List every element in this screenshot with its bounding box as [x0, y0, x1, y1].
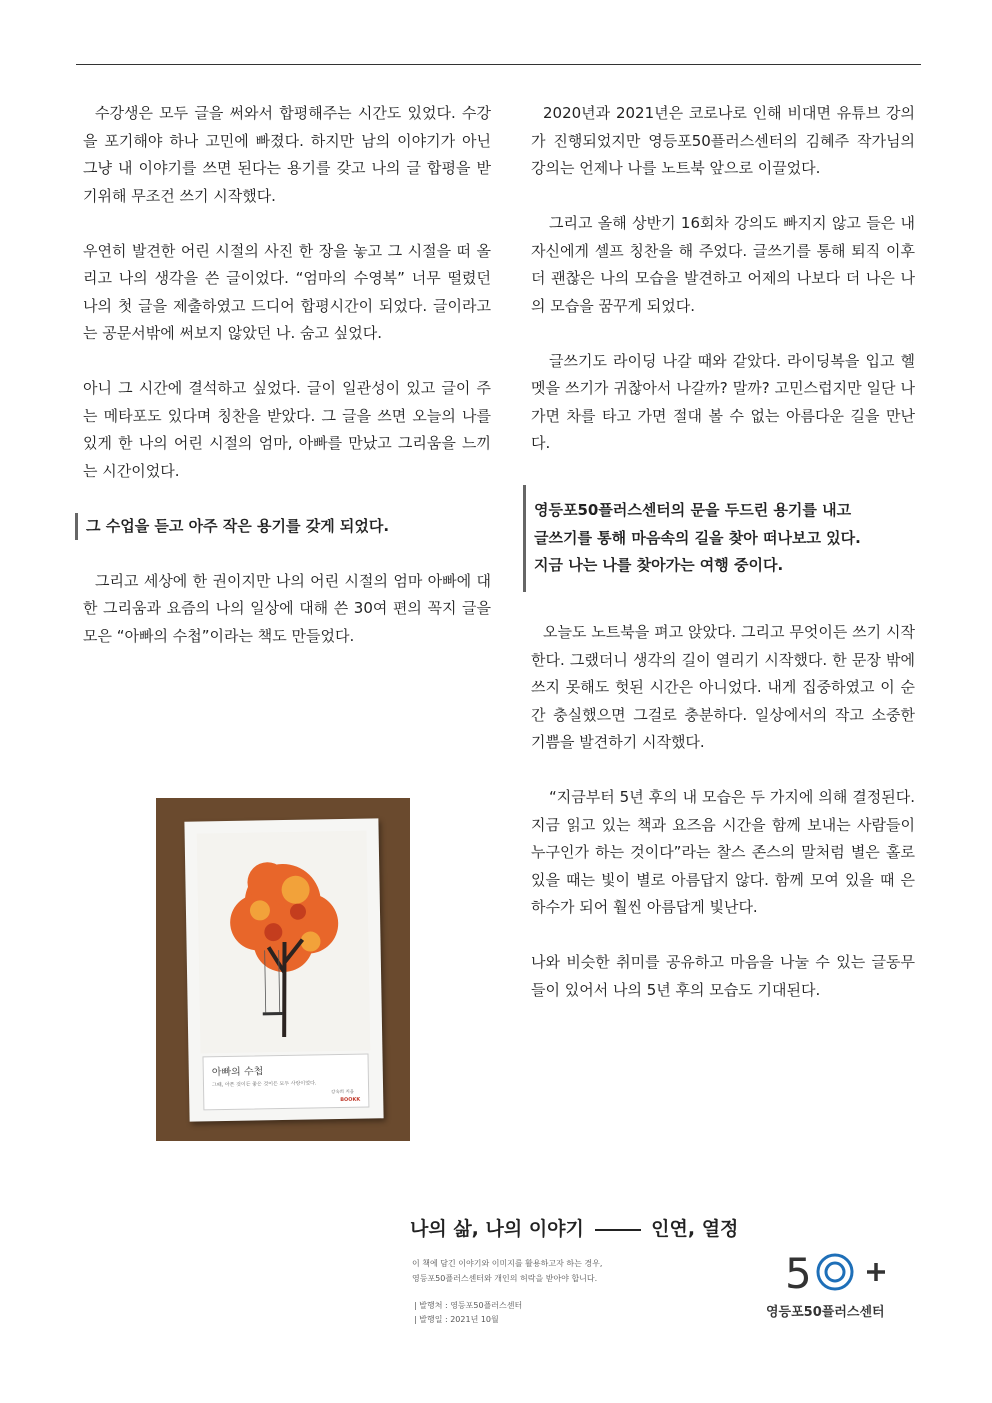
paragraph: 그리고 세상에 한 권이지만 나의 어린 시절의 엄마 아빠에 대한 그리움과 요즘의 나의 일상에 대해 쓴 30여 편의 꼭지 글을 모은 “아빠의 수첩”이라는 책도 만들었다.: [83, 571, 491, 645]
book-photo: [156, 798, 410, 1141]
book-subtitle: 그때, 아픈 것이든 좋은 것이든 모두 사랑이었다.: [211, 1080, 317, 1089]
book-cover: [184, 818, 383, 1121]
autumn-tree-illustration: [197, 831, 371, 1054]
paragraph: 2020년과 2021년은 코로나로 인해 비대면 유튜브 강의가 진행되었지만 영등포50플러스센터의 김혜주 작가님의 강의는 언제나 나를 노트북 앞으로 이끌었다.: [531, 104, 915, 177]
footer-title-left: 나의 삶, 나의 이야기: [410, 1218, 584, 1240]
book-publisher: BOOKK: [340, 1096, 361, 1104]
publish-date-line: | 발행일 : 2021년 10월: [414, 1315, 499, 1324]
copyright-line: 영등포50플러스센터와 개인의 허락을 받아야 합니다.: [412, 1274, 598, 1283]
top-divider: [76, 64, 921, 65]
footer-title-dash: [595, 1229, 641, 1231]
book-title: 아빠의 수첩: [211, 1066, 264, 1079]
book-title-panel: [202, 1054, 369, 1111]
paragraph: 오늘도 노트북을 펴고 앉았다. 그리고 무엇이든 쓰기 시작한다. 그랬더니 생각의 길이 열리기 시작했다. 한 문장 밖에 쓰지 못해도 헛된 시간은 아니었다. 내게 집중하였고 이 순간 충실했으면 그걸로 충분하다. 일상에서의 작고 소중한 기쁨을 발견하기 시작했다.: [531, 623, 915, 751]
highlight-quote: 그 수업을 듣고 아주 작은 용기를 갖게 되었다.: [75, 513, 491, 541]
logo-name: 영등포50플러스센터: [766, 1305, 885, 1320]
svg-text:5: 5: [785, 1249, 812, 1294]
paragraph: 나와 비슷한 취미를 공유하고 마음을 나눌 수 있는 글동무들이 있어서 나의 5년 후의 모습도 기대된다.: [531, 953, 915, 999]
paragraph: 수강생은 모두 글을 써와서 합평해주는 시간도 있었다. 수강을 포기해야 하나 고민에 빠졌다. 하지만 남의 이야기가 아닌 그냥 내 이야기를 쓰면 된다는 용기를 갖고 나의 글 합평을 받기위해 무조건 쓰기 시작했다.: [83, 104, 491, 205]
paragraph: 아니 그 시간에 결석하고 싶었다. 글이 일관성이 있고 글이 주는 메타포도 있다며 칭찬을 받았다. 그 글을 쓰면 오늘의 나를 있게 한 나의 어린 시절의 엄마, 아빠를 만났고 그리움을 느끼는 시간이었다.: [83, 379, 491, 480]
fifty-plus-logo-icon: [785, 1248, 889, 1294]
quote-line: 글쓰기를 통해 마음속의 길을 찾아 떠나보고 있다.: [534, 528, 861, 547]
paragraph: “지금부터 5년 후의 내 모습은 두 가지에 의해 결정된다. 지금 읽고 있는 책과 요즈음 시간을 함께 보내는 사람들이 누구인가 하는 것이다”라는 찰스 존스의 말처럼 별은 홀로 있을 때는 빛이 별로 아름답지 않다. 함께 모여 있을 때 은하수가 되어 훨씬 아름답게 빛난다.: [531, 788, 915, 916]
paragraph: 우연히 발견한 어린 시절의 사진 한 장을 놓고 그 시절을 떠 올리고 나의 생각을 쓴 글이었다. “엄마의 수영복” 너무 떨렸던 나의 첫 글을 제출하였고 드디어 합평시간이 되었다. 글이라고는 공문서밖에 써보지 않았던 나. 숨고 싶었다.: [83, 241, 491, 342]
quote-line: 영등포50플러스센터의 문을 두드린 용기를 내고: [534, 501, 852, 519]
paragraph: 그리고 올해 상반기 16회차 강의도 빠지지 않고 들은 내 자신에게 셀프 칭찬을 해 주었다. 글쓰기를 통해 퇴직 이후 더 괜찮은 나의 모습을 발견하고 어제의 나보다 더 나은 나의 모습을 꿈꾸게 되었다.: [531, 214, 915, 315]
paragraph: 글쓰기도 라이딩 나갈 때와 같았다. 라이딩복을 입고 헬멧을 쓰기가 귀찮아서 나갈까? 말까? 고민스럽지만 일단 나가면 차를 타고 가면 절대 볼 수 없는 아름다운 길을 만난다.: [531, 351, 915, 452]
copyright-note: [412, 1256, 602, 1286]
footer-title-right: 인연, 열정: [651, 1218, 739, 1240]
footer-title: [410, 1214, 738, 1241]
highlight-quote: [523, 485, 915, 592]
left-column: [83, 100, 491, 678]
copyright-line: 이 책에 담긴 이야기와 이미지를 활용하고자 하는 경우,: [412, 1259, 603, 1268]
publisher-line: | 발행처 : 영등포50플러스센터: [414, 1301, 523, 1310]
book-author: 강숙희 지음: [330, 1089, 355, 1096]
publication-info: [414, 1299, 522, 1327]
quote-line: 지금 나는 나를 찾아가는 여행 중이다.: [534, 556, 784, 574]
right-column: [531, 100, 915, 1032]
